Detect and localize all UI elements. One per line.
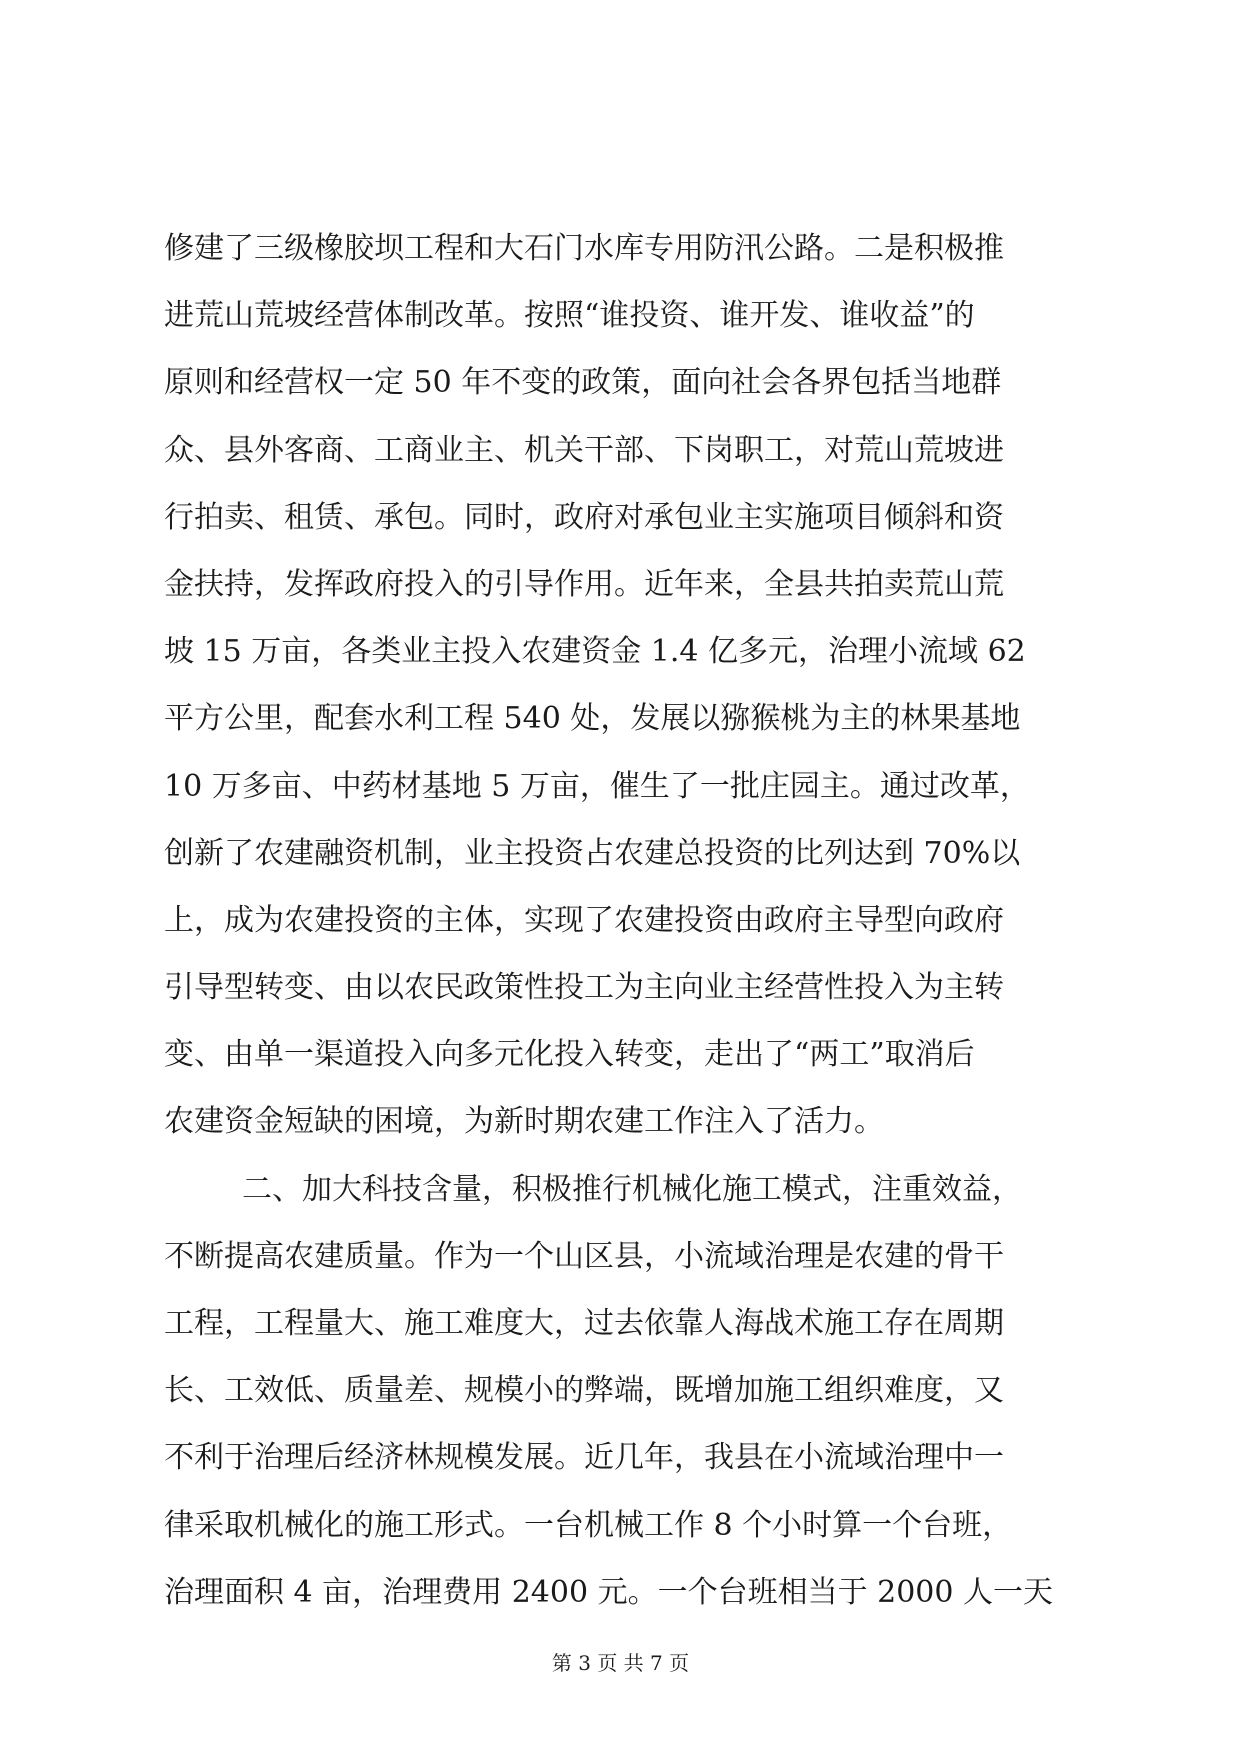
- text-line: 金扶持，发挥政府投入的引导作用。近年来，全县共拍卖荒山荒: [164, 566, 1004, 602]
- text-line: 不断提高农建质量。作为一个山区县，小流域治理是农建的骨干: [164, 1238, 1004, 1274]
- text-line: 不利于治理后经济林规模发展。近几年，我县在小流域治理中一: [164, 1440, 1004, 1476]
- text-line: 上，成为农建投资的主体，实现了农建投资由政府主导型向政府: [164, 902, 1004, 938]
- text-line: 农建资金短缺的困境，为新时期农建工作注入了活力。: [164, 1104, 884, 1140]
- text-line: 引导型转变、由以农民政策性投工为主向业主经营性投入为主转: [164, 970, 1004, 1006]
- text-line: 修建了三级橡胶坝工程和大石门水库专用防汛公路。二是积极推: [164, 231, 1004, 266]
- body-text: [164, 229, 1076, 1640]
- text-line: 创新了农建融资机制，业主投资占农建总投资的比列达到 70%以: [164, 835, 1021, 871]
- text-line: 原则和经营权一定 50 年不变的政策，面向社会各界包括当地群: [164, 365, 1002, 401]
- text-line: 进荒山荒坡经营体制改革。按照“谁投资、谁开发、谁收益”的: [164, 298, 975, 334]
- text-line: 变、由单一渠道投入向多元化投入转变，走出了“两工”取消后: [164, 1037, 975, 1073]
- text-line: 坡 15 万亩，各类业主投入农建资金 1.4 亿多元，治理小流域 62: [164, 634, 1026, 670]
- text-line: 行拍卖、租赁、承包。同时，政府对承包业主实施项目倾斜和资: [164, 499, 1004, 535]
- page-number-footer: 第 3 页 共 7 页: [551, 1651, 690, 1675]
- text-line: 工程，工程量大、施工难度大，过去依靠人海战术施工存在周期: [164, 1306, 1004, 1341]
- text-line: 二、加大科技含量，积极推行机械化施工模式，注重效益，: [242, 1171, 1022, 1207]
- text-line: 平方公里，配套水利工程 540 处，发展以猕猴桃为主的林果基地: [164, 701, 1021, 737]
- text-line: 治理面积 4 亩，治理费用 2400 元。一个台班相当于 2000 人一天: [164, 1574, 1053, 1610]
- text-line: 长、工效低、质量差、规模小的弊端，既增加施工组织难度，又: [164, 1373, 1004, 1409]
- text-line: 律采取机械化的施工形式。一台机械工作 8 个小时算一个台班，: [164, 1507, 1013, 1543]
- text-line: 10 万多亩、中药材基地 5 万亩，催生了一批庄园主。通过改革，: [164, 768, 1030, 804]
- text-line: 众、县外客商、工商业主、机关干部、下岗职工，对荒山荒坡进: [164, 432, 1004, 468]
